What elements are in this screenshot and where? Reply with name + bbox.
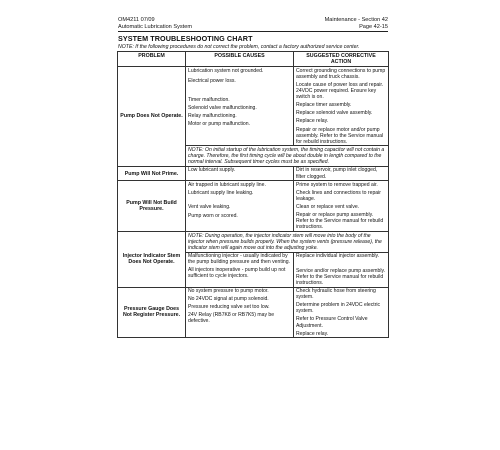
action-text: Replace individual injector assembly. xyxy=(296,253,380,260)
cause-text: Vent valve leaking. xyxy=(188,204,231,211)
chart-title: SYSTEM TROUBLESHOOTING CHART xyxy=(118,34,253,43)
table-row xyxy=(118,181,389,232)
action-cell xyxy=(294,67,389,146)
cause-text: Motor or pump malfunction. xyxy=(188,121,251,127)
col-header-action: SUGGESTED CORRECTIVE ACTION xyxy=(294,52,389,67)
cause-text: All injectors inoperative - pump build up not sufficient to cycle injectors. xyxy=(188,267,286,280)
action-text: Repair or replace motor and/or pump assembly. Refer to the Service manual for rebuild instructions. xyxy=(296,126,384,145)
problem-cell: Pump Will Not Build Pressure. xyxy=(118,181,186,232)
cause-text: Electrical power loss. xyxy=(188,78,236,85)
action-cell: Dirt in reservoir, pump inlet clogged, filter clogged. xyxy=(294,166,389,180)
cause-cell xyxy=(186,252,294,287)
action-cell xyxy=(294,287,389,338)
action-text: Check hydraulic hose from steering system. xyxy=(296,288,376,301)
header-right xyxy=(325,17,388,30)
action-text: Locate cause of power loss and repair. 24VDC power required. Ensure key switch is on. xyxy=(296,81,384,101)
note-cell: NOTE: During operation, the injector indicator stem will move into the body of the injector when pressure builds properly. When the system vents (pressure release), the indicator stem will again move out into the adjusting yoke. xyxy=(186,232,389,252)
action-text: Clean or replace vent valve. xyxy=(296,204,360,211)
action-text: Replace timer assembly. xyxy=(296,102,352,109)
cause-text: Lubrication system not grounded. xyxy=(188,67,264,74)
action-text: Replace relay. xyxy=(296,118,329,125)
action-cell xyxy=(294,252,389,287)
problem-cell: Pump Will Not Prime. xyxy=(118,166,186,180)
action-cell xyxy=(294,181,389,232)
action-text: Determine problem in 24VDC electric system. xyxy=(296,302,381,315)
table-row xyxy=(118,232,389,252)
cause-text: 24V Relay (RB7K8 or RB7K5) may be defective. xyxy=(188,312,275,325)
cause-text: Relay malfunctioning. xyxy=(188,112,237,119)
section-label: Maintenance - Section 42 xyxy=(324,17,388,23)
cause-text: Lubricant supply line leaking. xyxy=(188,189,254,196)
cause-cell xyxy=(186,67,294,146)
page-number: Page 42-15 xyxy=(359,23,388,30)
intro-note: NOTE: If the following procedures do not correct the problem, contact a factory authorized service center. xyxy=(118,43,360,50)
action-text: Replace solenoid valve assembly. xyxy=(296,110,373,117)
header-rule xyxy=(118,31,388,32)
cause-cell xyxy=(186,287,294,338)
doc-id: OM4211 07/09 xyxy=(118,17,155,23)
cause-text: Pressure reducing valve set too low. xyxy=(188,304,270,311)
col-header-causes: POSSIBLE CAUSES xyxy=(186,52,294,67)
problem-cell: Injector Indicator Stem Does Not Operate. xyxy=(118,232,186,287)
table-row xyxy=(118,67,389,146)
cause-text: No system pressure to pump motor. xyxy=(188,288,269,295)
problem-cell: Pump Does Not Operate. xyxy=(118,67,186,167)
col-header-problem: PROBLEM xyxy=(118,52,186,67)
action-text: Replace relay. xyxy=(296,330,329,337)
table-row xyxy=(118,287,389,338)
header-left xyxy=(118,17,192,30)
cause-cell: Low lubricant supply. xyxy=(186,166,294,180)
note-cell: NOTE: On initial startup of the lubrication system, the timing capacitor will not contain a charge. Therefore, the first timing cycle will be about double in length compared to the normal interval. Subsequent timer cycles must be as specified. xyxy=(186,146,389,166)
cause-text: Timer malfunction. xyxy=(188,96,230,103)
table-header-row xyxy=(118,52,389,67)
action-text: Prime system to remove trapped air. xyxy=(296,181,378,188)
action-text: Correct grounding connections to pump assembly and truck chassis. xyxy=(296,67,386,80)
action-text: Service and/or replace pump assembly. Refer to the Service manual for rebuild instructions. xyxy=(296,267,386,286)
cause-text: Solenoid valve malfunctioning. xyxy=(188,104,257,111)
doc-title: Automatic Lubrication System xyxy=(118,23,192,30)
problem-cell: Pressure Gauge Does Not Register Pressure. xyxy=(118,287,186,338)
table-row xyxy=(118,166,389,180)
cause-text: Air trapped in lubricant supply line. xyxy=(188,181,266,188)
action-text: Repair or replace pump assembly. Refer to the Service manual for rebuild instructions. xyxy=(296,212,384,231)
cause-text: Malfunctioning injector - usually indicated by the pump building pressure and then venting. xyxy=(188,253,290,266)
cause-text: Pump worn or scored. xyxy=(188,212,238,219)
action-text: Refer to Pressure Control Valve Adjustment. xyxy=(296,316,368,329)
cause-cell xyxy=(186,181,294,232)
troubleshooting-table xyxy=(117,51,389,338)
cause-text: No 24VDC signal at pump solenoid. xyxy=(188,296,269,303)
action-text: Check lines and connections to repair leakage. xyxy=(296,189,381,203)
